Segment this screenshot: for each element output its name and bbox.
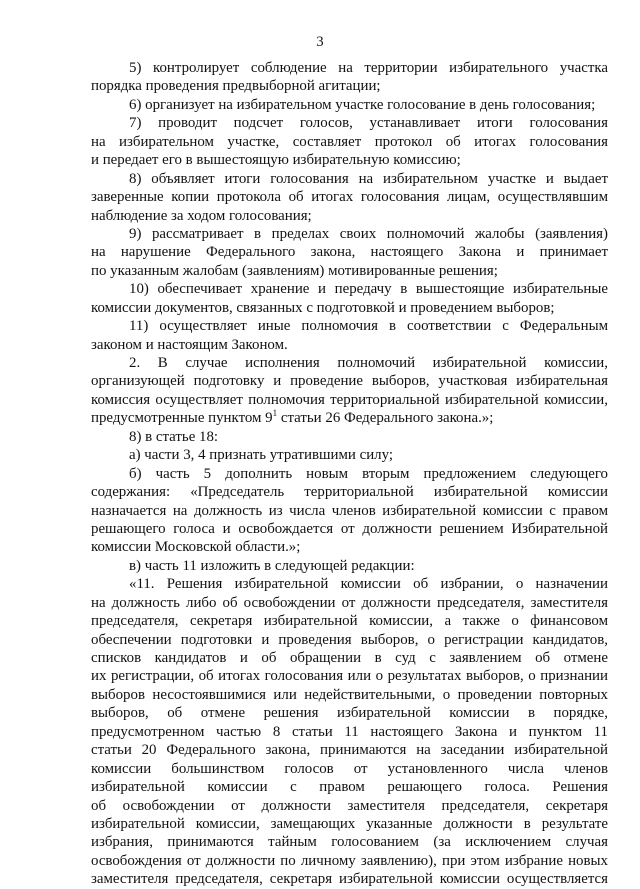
superscript: 1 (272, 409, 278, 419)
text-line (91, 391, 608, 409)
text-line-content: 7) проводит подсчет голосов, устанавливает итоги голосования (129, 115, 608, 132)
text-line (91, 225, 608, 243)
text-line (91, 760, 608, 778)
text-line-content: назначается на должность из числа членов избирательной комиссии с правом (91, 502, 608, 519)
text-line (91, 649, 608, 667)
text-line (91, 575, 608, 593)
text-line-content: об освобождении от должности заместителя председателя, секретаря (91, 797, 608, 814)
text-line-content: избрания, принимаются тайным голосованием (за исключением случая (91, 834, 608, 851)
text-line (91, 723, 608, 741)
text-line-content: а) части 3, 4 признать утратившими силу; (129, 447, 393, 464)
text-line-content: на нарушение Федерального закона, настоящего Закона и принимает (91, 244, 608, 261)
text-line (91, 96, 608, 114)
text-line-content: 2. В случае исполнения полномочий избирательной комиссии, (129, 355, 608, 371)
text-line-content: 10) обеспечивает хранение и передачу в вышестоящие избирательные (129, 281, 608, 298)
text-line (91, 409, 608, 427)
text-line-content: заместителя председателя, секретаря избирательной комиссии осуществляется (91, 871, 608, 888)
text-line-content: освобождения от должности по личному заявлению), при этом избрание новых (91, 852, 608, 869)
text-line (91, 631, 608, 649)
text-line (91, 59, 608, 77)
text-line (91, 170, 608, 188)
text-line-content: 8) в статье 18: (129, 428, 219, 445)
text-line (91, 188, 608, 206)
text-line (91, 815, 608, 833)
text-line-content: б) часть 5 дополнить новым вторым предложением следующего (129, 465, 608, 482)
page-number: 3 (316, 34, 324, 50)
text-line (91, 280, 608, 298)
text-line (91, 833, 608, 851)
text-line-content: обеспечении подготовки и проведения выборов, о регистрации кандидатов, (91, 631, 608, 648)
text-line-content: их регистрации, об итогах голосования или о результатах выборов, о признании (91, 668, 608, 685)
text-line (91, 612, 608, 630)
text-line (91, 114, 608, 132)
text-line-content: избирательной комиссии, замещающих указанные должности в результате (91, 815, 608, 832)
text-line-content: комиссия осуществляет полномочия территориальной избирательной комиссии, (91, 391, 608, 408)
text-line-content: 9) рассматривает в пределах своих полномочий жалобы (заявления) (129, 225, 608, 242)
text-line (91, 207, 608, 225)
text-line-content: 6) организует на избирательном участке голосование в день голосования; (129, 96, 596, 113)
text-line-content: списков кандидатов и об обращении в суд с заявлением об отмене (91, 650, 608, 666)
text-line (91, 797, 608, 815)
text-line-content: организующей подготовку и проведение выборов, участковая избирательная (91, 373, 608, 390)
document-body (91, 59, 608, 889)
text-line (91, 77, 608, 95)
text-line (91, 446, 608, 464)
text-line (91, 667, 608, 685)
text-line (91, 594, 608, 612)
text-line (91, 870, 608, 888)
text-line-content: законом и настоящим Законом. (91, 336, 288, 353)
text-line-content: на должность либо об освобождении от должности председателя, заместителя (91, 594, 608, 611)
text-line (91, 557, 608, 575)
text-line-content: статьи 20 Федерального закона, принимаются на заседании избирательной (91, 742, 608, 759)
text-line (91, 502, 608, 520)
text-line-content: предусмотренном частью 8 статьи 11 настоящего Закона и пунктом 11 (91, 723, 608, 740)
text-line (91, 354, 608, 372)
text-line-content: и передает его в вышестоящую избирательную комиссию; (91, 152, 461, 169)
text-line (91, 317, 608, 335)
text-line-content: в) часть 11 изложить в следующей редакции: (129, 557, 415, 574)
text-line-content: 11) осуществляет иные полномочия в соответствии с Федеральным (129, 318, 608, 335)
text-line (91, 372, 608, 390)
text-line-content: на избирательном участке, составляет протокол об итогах голосования (91, 133, 608, 150)
text-line (91, 151, 608, 169)
text-line-content: решающего голоса и освобождается от должности решением Избирательной (91, 520, 608, 537)
text-line-content: 8) объявляет итоги голосования на избирательном участке и выдает (129, 170, 608, 187)
text-line (91, 741, 608, 759)
text-line (91, 538, 608, 556)
text-line-content: выборов несостоявшимися или недействительными, о проведении повторных (91, 686, 608, 703)
text-line-content: избирательной комиссии с правом решающего голоса. Решения (91, 779, 608, 796)
text-line-continuation: статьи 26 Федерального закона.»; (277, 410, 494, 427)
text-line (91, 336, 608, 354)
text-line-content: председателя, секретаря избирательной комиссии, а также о финансовом (91, 613, 608, 630)
text-line-content: комиссии Московской области.»; (91, 539, 301, 556)
text-line (91, 428, 608, 446)
text-line-content: наблюдение за ходом голосования; (91, 207, 312, 224)
text-line (91, 133, 608, 151)
text-line (91, 778, 608, 796)
text-line (91, 465, 608, 483)
text-line (91, 243, 608, 261)
text-line-content: выборов, об отмене решения избирательной комиссии в порядке, (91, 705, 608, 722)
text-line-content: 5) контролирует соблюдение на территории избирательного участка (129, 60, 608, 76)
text-line-content: заверенные копии протокола об итогах голосования лицам, осуществлявшим (91, 189, 608, 206)
text-line (91, 686, 608, 704)
text-line (91, 299, 608, 317)
text-line-content: по указанным жалобам (заявлениям) мотивированные решения; (91, 262, 498, 279)
text-line-content: содержания: «Председатель территориальной избирательной комиссии (91, 484, 608, 501)
text-line (91, 262, 608, 280)
text-line-content: комиссии документов, связанных с подготовкой и проведением выборов; (91, 299, 555, 316)
text-line (91, 852, 608, 870)
text-line-content: предусмотренные пунктом 9 (91, 410, 273, 427)
text-line (91, 704, 608, 722)
text-line-content: комиссии большинством голосов от установленного числа членов (91, 760, 608, 777)
text-line-content: порядка проведения предвыборной агитации; (91, 78, 381, 95)
text-line (91, 520, 608, 538)
text-line-content: «11. Решения избирательной комиссии об избрании, о назначении (129, 576, 608, 593)
text-line (91, 483, 608, 501)
